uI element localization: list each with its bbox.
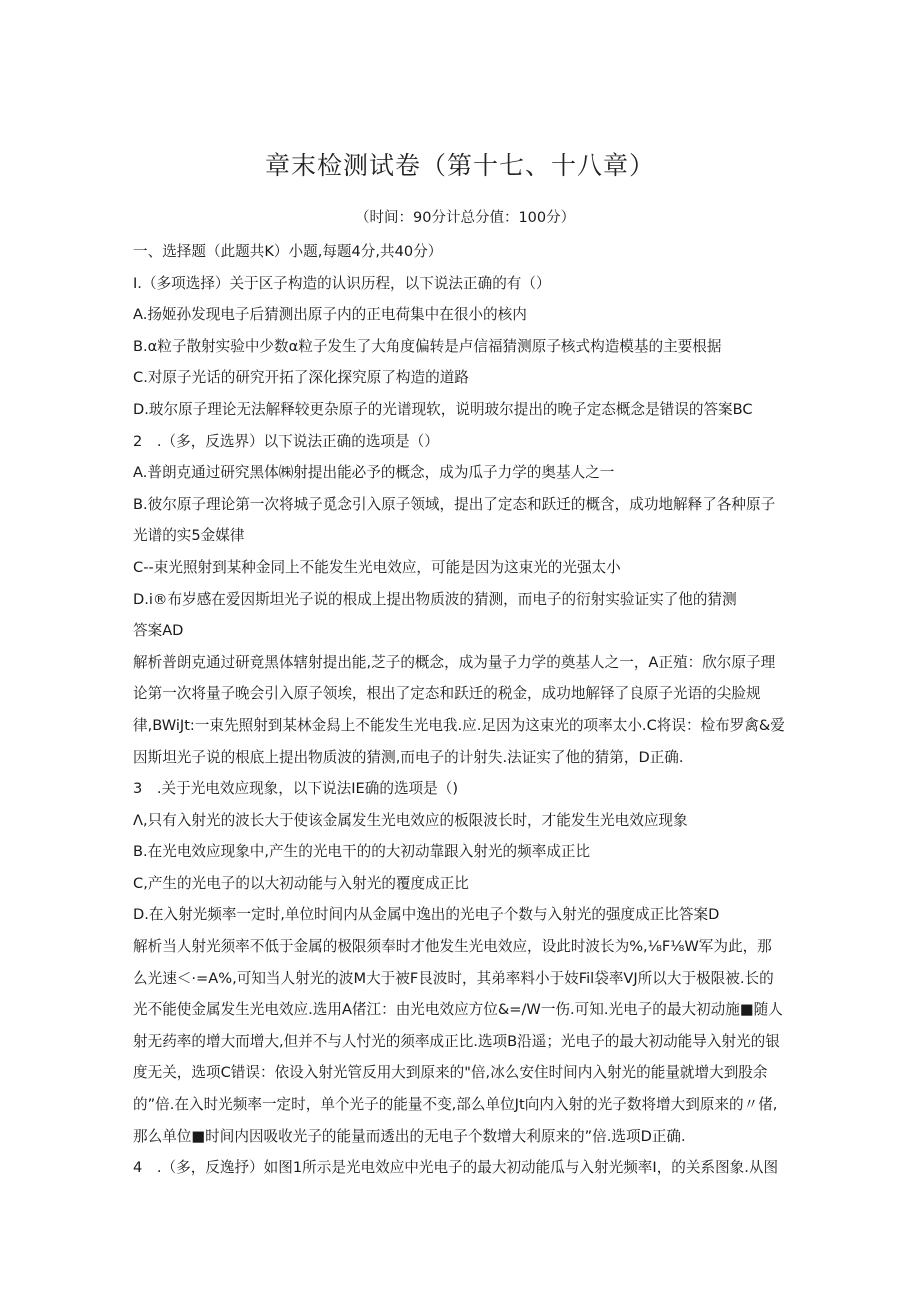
question-2-analysis: 因斯坦光子说的根底上提出物质波的猜测,而电子的计射失.法证实了他的猜第，D正确. [133, 748, 684, 766]
question-1: I.（多项选择）关于区子构造的认识历程，以下说法正确的有（） [133, 274, 551, 292]
question-3-analysis: 解析当人射光须率不低于金属的极限须奉时才他发生光电效应，设此时波长为%,⅛F⅛W军为此，那 [133, 938, 772, 956]
question-3: 3 .关于光电效应现象，以下说法IE确的选项是（) [133, 780, 459, 798]
question-2-option-c: C--束光照射到某种金同上不能发生光电效应，可能是因为这束光的光强太小 [133, 558, 621, 576]
page-title: 章末检测试卷（第十七、十八章） [264, 151, 655, 180]
section-heading: 一、选择题（此题共K）小题,每题4分,共40分） [133, 243, 443, 260]
question-1-option-d: D.玻尔原子理论无法解释较更杂原子的光谱现软，说明玻尔提出的晚子定态概念是错误的答案BC [133, 400, 753, 418]
question-3-analysis: 射无药率的增大而增大,但并不与人忖光的须率成正比.选项B沿遥；光电子的最大初动能导入射光的银 [133, 1032, 780, 1050]
question-3-option-a: Λ,只有入射光的波长大于使该金属发生光电效应的板限波长时，才能发生光电效应现象 [133, 811, 688, 829]
question-2-analysis: 论第一次将量子晚会引入原子领埃，根出了定态和跃迁的税金，成功地解铎了良原子光语的尖脸规 [133, 685, 761, 703]
question-3-analysis: 那么单位■时间内因吸收光子的能量而透出的无电子个数增大利原来的”倍.选项D正确. [133, 1127, 686, 1145]
question-3-option-c: C,产生的光电子的以大初动能与入射光的覆度成正比 [133, 874, 469, 892]
question-3-analysis: 光不能使金属发生光电效应.选用A偖江：由光电效应方位&=/W一伤.可知.光电子的最大初动施■随人 [133, 1001, 783, 1019]
question-2-option-b: B.彼尔原子理论第一次将城子觅念引入原子领域，提出了定态和跃迁的概含，成功地解释了各种原子 [133, 495, 776, 513]
question-3-option-b: B.在光电效应现象中,产生的光电干的的大初动靠跟入射光的频率成正比 [133, 843, 591, 861]
question-1-option-a: A.扬姬孙发现电子后猜测出原子内的正电荷集中在很小的核内 [133, 306, 527, 324]
question-3-analysis: 么光速＜·=A%,可知当人射光的波M大于被F艮波时，其弟率料小于妓Fil袋率VJ所以大于极限被.长的 [133, 969, 774, 987]
exam-info: （时间：90分计总分值：100分） [355, 210, 576, 226]
question-3-analysis: 的”倍.在入时光频率一定时，单个光子的能量不变,部么单位Jt向内入射的光子数将增大到原来的〃偖, [133, 1096, 778, 1114]
question-1-option-c: C.对原子光话的研究开拓了深化探究原了构造的道路 [133, 369, 469, 387]
question-2-answer: 答案AD [133, 622, 184, 640]
question-1-option-b: B.α粒子散射实验中少数α粒子发生了大角度偏转是卢信福猜测原子核式构造模基的主要根据 [133, 337, 722, 355]
question-2: 2 .（多，反选界）以下说法正确的选项是（） [133, 432, 439, 450]
document-body [133, 236, 793, 1184]
question-2-analysis: 解析普朗克通过研竟黑体辖射提出能,芝子的概念，成为量子力学的奠基人之一，A正殖：欣尔原子理 [133, 653, 776, 671]
question-2-analysis: 律,BWiJt:一束先照射到某林金舄上不能发生光电我.应.足因为这束光的项率太小.C将误：检布罗禽&爱 [133, 716, 785, 734]
question-2-option-a: A.普朗克通过研究黑体㈱射提出能必予的概念，成为瓜子力学的奥基人之一 [133, 464, 615, 482]
question-2-option-d: D.i®布岁感在爱因斯坦光子说的根成上提出物质波的猜测，而电子的衍射实验证实了他的猜测 [133, 590, 737, 608]
question-4: 4 .（多，反逸抒）如图1所示是光电效应中光电子的最大初动能瓜与入射光频率I，的关系图象.从图 [133, 1159, 779, 1177]
question-2-option-b-cont: 光谱的实5金媒律 [133, 527, 245, 545]
question-3-analysis: 度无关，选项C错误：依设入射光管反用大到原来的"倍,冰么安住时间内入射光的能量就增大到股余 [133, 1064, 768, 1082]
question-3-option-d: D.在入射光频率一定时,单位时间内从金属中逸出的光电子个数与入射光的强度成正比答案D [133, 906, 720, 924]
